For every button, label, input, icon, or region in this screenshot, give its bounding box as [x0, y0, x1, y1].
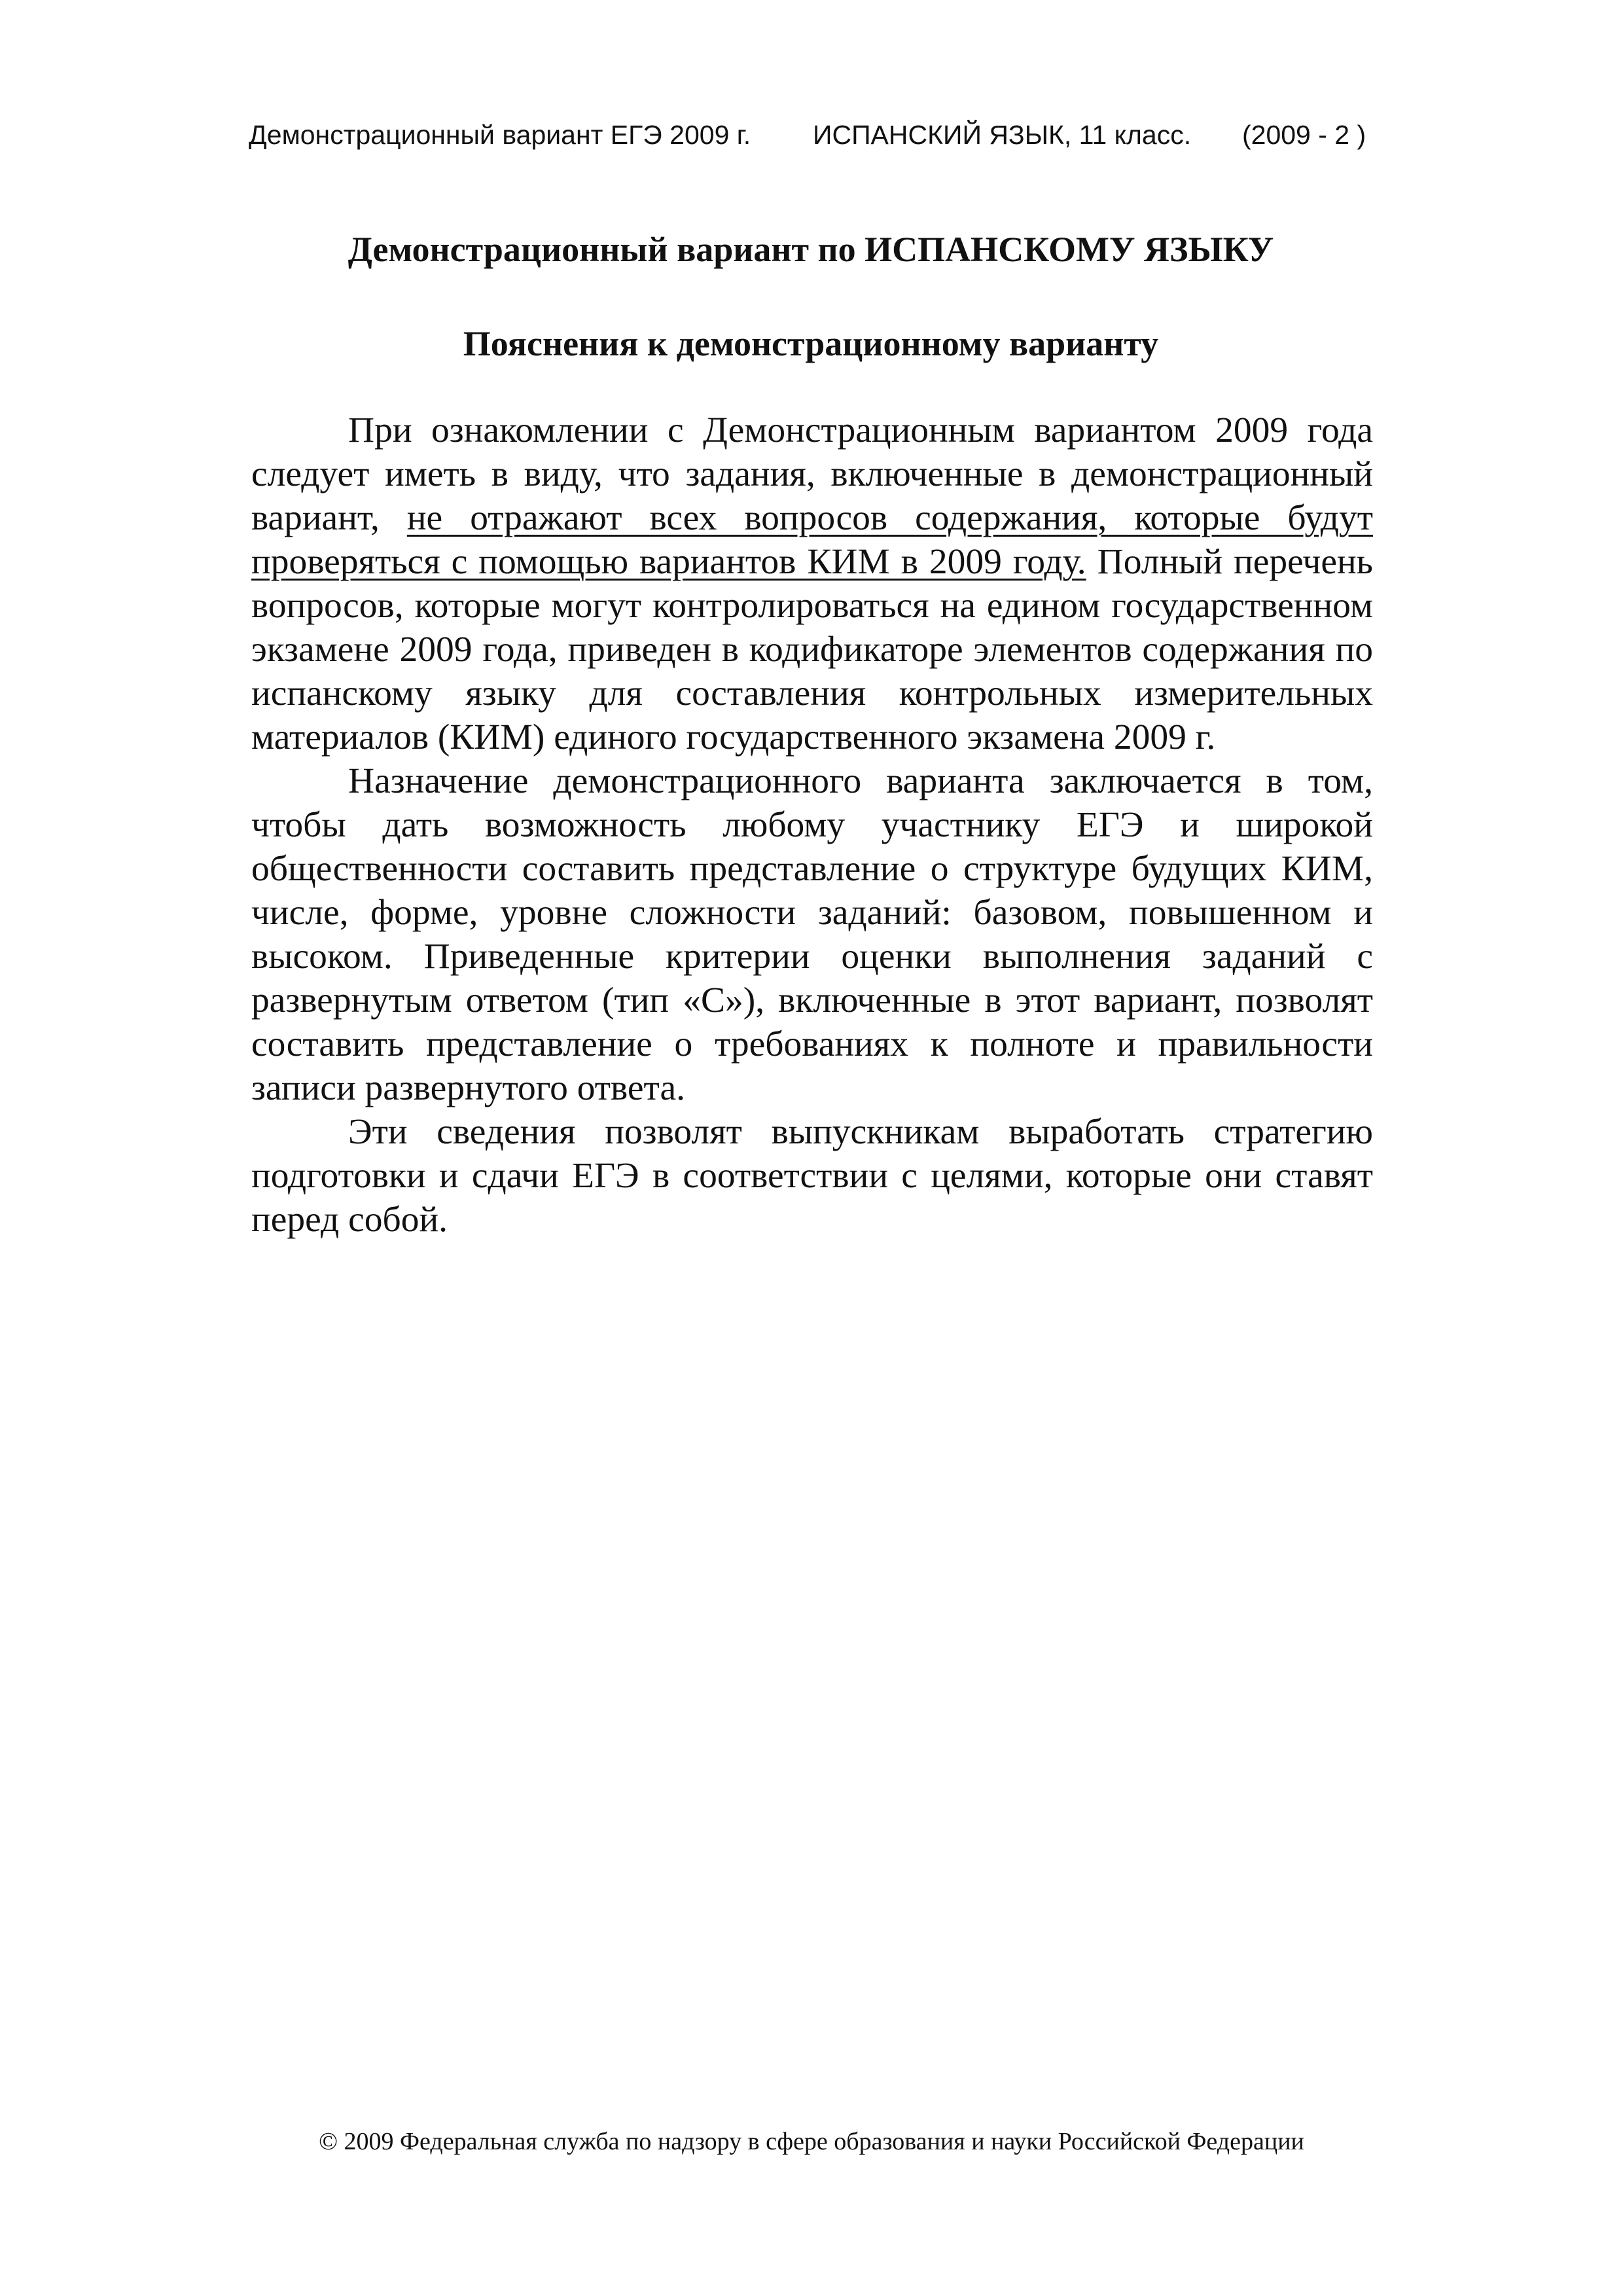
copyright-footer: © 2009 Федеральная служба по надзору в сфере образования и науки Российской Федерации	[319, 2128, 1304, 2155]
underlined-statement: не отражают всех вопросов содержания, которые будут проверяться с помощью вариантов КИМ в 2009 году.	[251, 498, 1373, 582]
section-heading: Пояснения к демонстрационному варианту	[463, 324, 1159, 363]
paragraph-2: Назначение демонстрационного варианта заключается в том, чтобы дать возможность любому участнику ЕГЭ и широкой общественности составить представление о структуре будущих КИМ, числе, форме, уровне сложности заданий: базовом, повышенном и высоком. Приведенные критерии оценки выполнения заданий с развернутым ответом (тип «С»), включенные в этот вариант, позволят составить представление о требованиях к полноте и правильности записи развернутого ответа.	[251, 761, 1373, 1108]
header-page-code: (2009 - 2 )	[1242, 120, 1366, 150]
explanation-text	[251, 408, 1373, 1242]
paragraph-1-end: Полный перечень вопросов, которые могут контролироваться на едином государственном экзамене 2009 года, приведен в кодификаторе элементов содержания по испанскому языку для составления контрольных измерительных материалов (КИМ) единого государственного экзамена 2009 г.	[251, 542, 1373, 757]
paragraph-3: Эти сведения позволят выпускникам выработать стратегию подготовки и сдачи ЕГЭ в соответствии с целями, которые они ставят перед собой.	[251, 1112, 1373, 1240]
running-header	[249, 115, 1387, 154]
header-exam-label: Демонстрационный вариант ЕГЭ 2009 г.	[249, 120, 751, 150]
header-subject-label: ИСПАНСКИЙ ЯЗЫК, 11 класс.	[813, 120, 1192, 150]
paragraph-1	[251, 408, 1373, 759]
document-title: Демонстрационный вариант по ИСПАНСКОМУ ЯЗЫКУ	[348, 230, 1274, 269]
paragraph-1-start: При ознакомлении с Демонстрационным вариантом 2009 года следует иметь в виду, что задания, включенные в демонстрационный вариант,	[251, 410, 1373, 538]
